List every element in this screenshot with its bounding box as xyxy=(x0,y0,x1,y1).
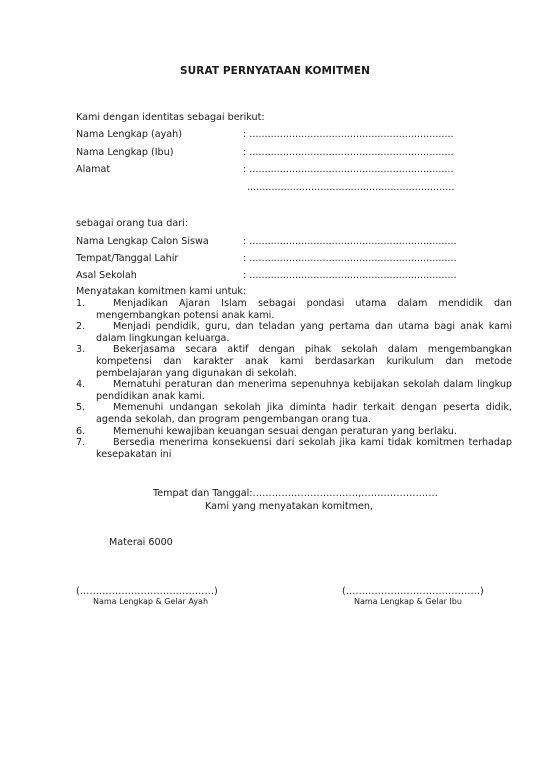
address-label: Alamat xyxy=(76,164,111,175)
previous-school-field: : .................................................................... xyxy=(243,270,457,281)
mother-name-field: : ................................................................... xyxy=(243,147,454,158)
list-text: Menjadi pendidik, guru, dan teladan yang pertama dan utama bagi anak kami dalam lingkungan keluarga. xyxy=(96,321,512,344)
list-number: 4. xyxy=(76,379,86,391)
stamp-label: Materai 6000 xyxy=(109,537,173,548)
list-number: 1. xyxy=(76,298,86,309)
list-item xyxy=(76,344,512,379)
declarant-text: Kami yang menyatakan komitmen, xyxy=(205,501,373,512)
student-name-label: Nama Lengkap Calon Siswa xyxy=(76,236,209,247)
list-number: 6. xyxy=(76,425,86,437)
list-item xyxy=(76,298,512,321)
father-name-label: Nama Lengkap (ayah) xyxy=(76,129,182,140)
previous-school-label: Asal Sekolah xyxy=(76,270,137,281)
commitment-list xyxy=(76,298,512,460)
birth-place-date-label: Tempat/Tanggal Lahir xyxy=(76,253,179,264)
list-text: Memenuhi kewajiban keuangan sesuai dengan peraturan yang berlaku. xyxy=(113,425,457,437)
list-item xyxy=(76,321,512,344)
father-signature-line: (……………………………………) xyxy=(76,586,218,597)
document-title: SURAT PERNYATAAN KOMITMEN xyxy=(179,65,370,77)
birth-place-date-field: : .................................................................... xyxy=(243,253,457,264)
mother-name-label: Nama Lengkap (Ibu) xyxy=(76,147,174,158)
mother-signature-line: (……………………………………) xyxy=(342,586,484,597)
address-field-continued: .................................................................... xyxy=(247,182,455,193)
list-text: Bersedia menerima konsekuensi dari sekolah jika kami tidak komitmen terhadap kesepakatan ini xyxy=(96,437,512,460)
list-number: 2. xyxy=(76,321,86,333)
place-date-line: Tempat dan Tanggal:……………………………,…………………… xyxy=(153,488,438,499)
list-text: Menjadikan Ajaran Islam sebagai pondasi utama dalam mendidik dan mengembangkan potensi anak kami. xyxy=(96,298,512,321)
list-number: 3. xyxy=(76,344,86,356)
intro-text: Kami dengan identitas sebagai berikut: xyxy=(76,112,265,123)
mother-signature-caption: Nama Lengkap & Gelar Ibu xyxy=(354,597,462,606)
list-text: Memenuhi undangan sekolah jika diminta hadir terkait dengan peserta didik, agenda sekolah, dan program pengembangan orang tua. xyxy=(96,402,512,425)
list-number: 5. xyxy=(76,402,86,414)
parent-of-text: sebagai orang tua dari: xyxy=(76,218,189,229)
list-number: 7. xyxy=(76,437,86,449)
father-signature-caption: Nama Lengkap & Gelar Ayah xyxy=(93,597,209,606)
list-item xyxy=(76,426,512,438)
address-field: : ................................................................... xyxy=(243,164,454,175)
list-item xyxy=(76,402,512,425)
list-item xyxy=(76,379,512,402)
father-name-field: : ................................................................... xyxy=(243,129,454,140)
list-text: Bekerjasama secara aktif dengan pihak sekolah dalam mengembangkan kompetensi dan karakter anak kami berdasarkan kurikulum dan metode pembelajaran yang digunakan di sekolah. xyxy=(96,344,512,379)
list-text: Mematuhi peraturan dan menerima sepenuhnya kebijakan sekolah dalam lingkup pendidikan anak kami. xyxy=(96,379,512,402)
commitment-intro: Menyatakan komitmen kami untuk: xyxy=(76,286,247,297)
student-name-field: : .................................................................... xyxy=(243,236,457,247)
list-item xyxy=(76,437,512,460)
